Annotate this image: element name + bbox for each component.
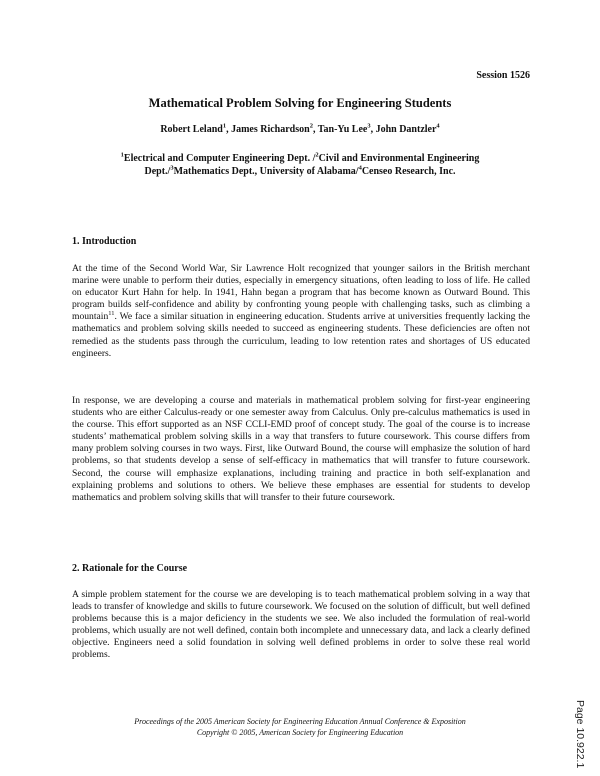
page-number-stamp: Page 10.922.1 [574, 700, 586, 769]
author-superscript: 1 [222, 122, 227, 130]
author-list: Robert Leland$^1$, James Richardson$^2$, Tan-Yu Lee$^3$, John Dantzler$^4$ [160, 122, 440, 135]
affiliation-superscript: 4 [358, 164, 362, 172]
intro-paragraph-1 [72, 263, 530, 360]
author-name: John Dantzler [375, 124, 437, 135]
author-name: Robert Leland [160, 124, 223, 135]
author-name: James Richardson [231, 124, 310, 135]
affiliation-text: Civil and Environmental Engineering Dept./ [144, 153, 480, 177]
affiliation-text: Censeo Research, Inc. [361, 166, 456, 177]
affiliation-text: Mathematics Dept., University of Alabama/ [173, 166, 359, 177]
paragraph-text: . We face a similar situation in engineering education. Students arrive at universities frequently lacking the mathematics and problem solving skills needed to succeed as engineering students. These deficiencies are often not remedied as the students pass through the curriculum, leading to low retention rates and shortages of US educated engineers. [72, 311, 530, 359]
footer-copyright: Copyright © 2005, American Society for Engineering Education [196, 727, 404, 737]
rationale-paragraph-1: A simple problem statement for the course we are developing is to teach mathematical problem solving in a way that leads to transfer of knowledge and skills to future coursework. We focused on the solution of difficult, but well defined problems because this is a major deficiency in the students we see. We also included the formulation of real-world problems, which usually are not well defined, contain both incomplete and unnecessary data, and lack a clearly defined objective. Engineers need a solid foundation in solving well defined problems in order to solve these real world problems. [72, 589, 530, 661]
affiliation-superscript: 2 [315, 151, 319, 159]
paragraph-text: At the time of the Second World War, Sir Lawrence Holt recognized that younger sailors in the British merchant marine were unable to perform their duties, especially in emergency situations, often leading to loss of life. He called on educator Kurt Hahn for help. In 1941, Hahn began a program that has become known as Outward Bound. This program builds self-confidence and ability by confronting young people with challenging tasks, such as climbing a mountain [72, 263, 530, 323]
affiliation-text: Electrical and Computer Engineering Dept. / [123, 153, 316, 164]
author-superscript: 3 [367, 122, 371, 130]
intro-paragraph-2: In response, we are developing a course and materials in mathematical problem solving for first-year engineering students who are either Calculus-ready or one semester away from Calculus. Only pre-calculus mathematics is used in the course. This effort supported as an NSF CCLI-EMD proof of concept study. The goal of the course is to increase students’ mathematical problem solving skills in a way that transfers to future coursework. This course differs from many problem solving courses in two ways. First, like Outward Bound, the course will emphasize the solution of hard problems, so that students develop a sense of self-efficacy in mathematics that will transfer to future coursework. Second, the course will emphasize explanations, including training and practice in both self-explanation and explaining problems and solutions to others. We believe these emphases are essential for students to develop mathematics and problem solving skills that will transfer to their future coursework. [72, 395, 530, 503]
affiliation-superscript: 3 [170, 164, 174, 172]
footer-proceedings: Proceedings of the 2005 American Society for Engineering Education Annual Conference & Exposition [134, 717, 466, 726]
affiliation-superscript: 1 [120, 151, 124, 159]
section-heading-rationale: 2. Rationale for the Course [72, 563, 188, 574]
affiliations [110, 152, 490, 178]
session-label: Session 1526 [476, 70, 530, 81]
author-superscript: 4 [436, 122, 440, 130]
paper-title: Mathematical Problem Solving for Engineering Students [148, 96, 452, 110]
section-heading-introduction: 1. Introduction [72, 236, 137, 247]
page-footer [0, 717, 600, 738]
author-name: Tan-Yu Lee [317, 124, 368, 135]
author-superscript: 2 [309, 122, 313, 130]
citation-superscript: 11 [108, 310, 115, 318]
